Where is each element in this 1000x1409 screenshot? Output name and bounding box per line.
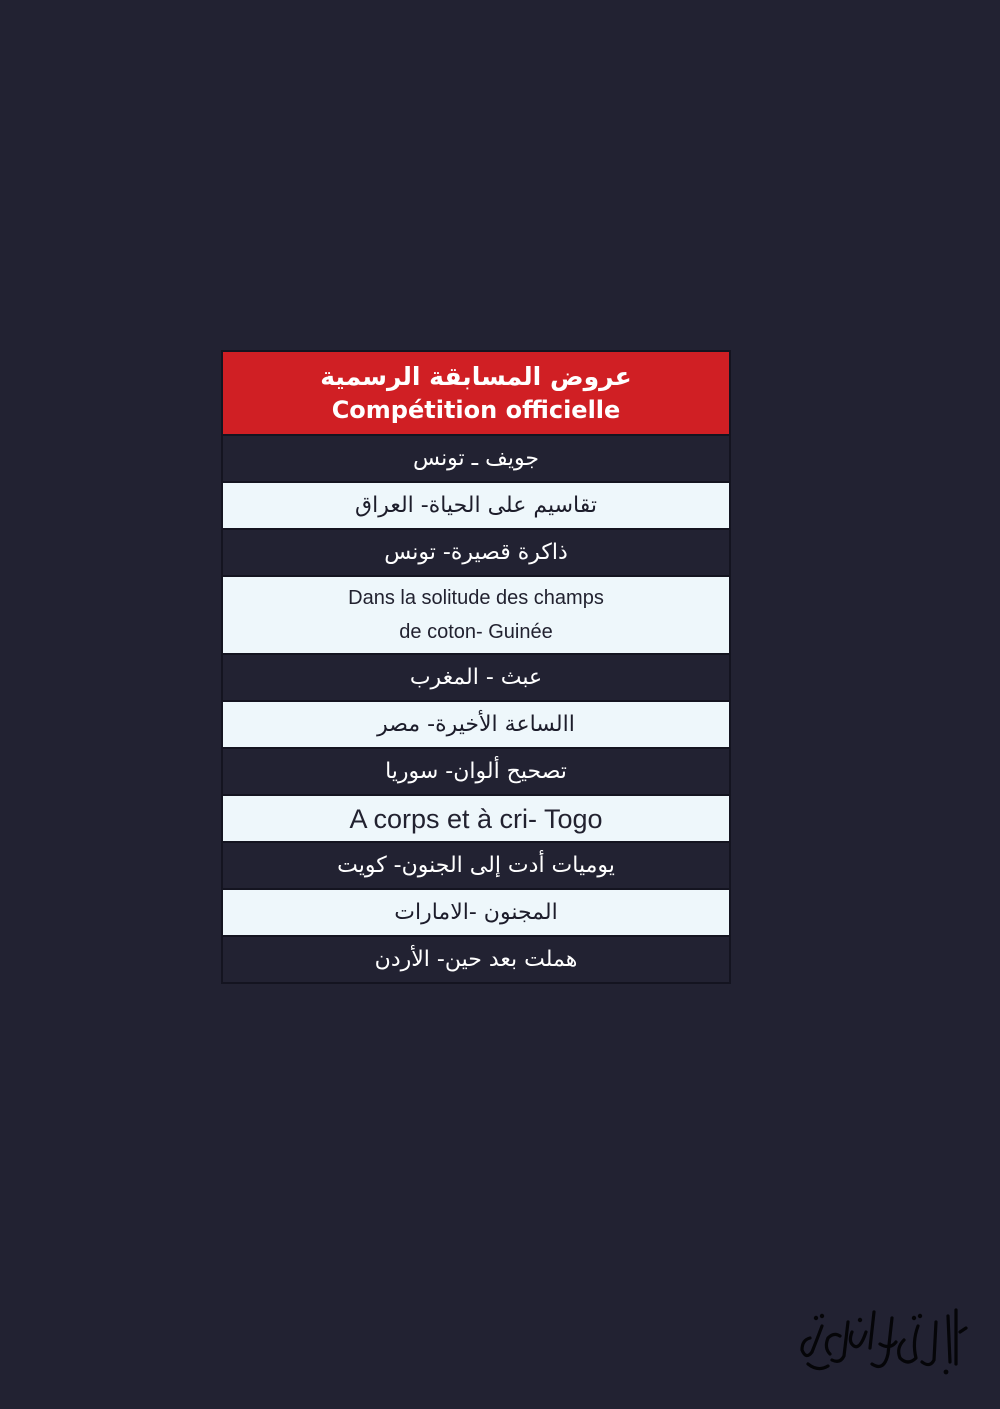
entry-title: االساعة الأخيرة- مصر [377, 711, 575, 737]
table-row [223, 577, 729, 653]
table-header [223, 352, 729, 434]
entry-title: ذاكرة قصيرة- تونس [384, 539, 568, 565]
table-row [223, 937, 729, 982]
entry-title [348, 581, 604, 649]
festival-logo-icon [796, 1302, 968, 1380]
entry-title-line2: de coton- Guinée [399, 621, 553, 643]
table-row [223, 890, 729, 935]
table-row [223, 655, 729, 700]
table-row [223, 749, 729, 794]
entry-title: تقاسيم على الحياة- العراق [355, 492, 597, 518]
entry-title: هملت بعد حين- الأردن [374, 946, 578, 972]
entry-title: المجنون -الامارات [394, 899, 558, 925]
entry-title: عبث - المغرب [409, 664, 543, 690]
table-row [223, 483, 729, 528]
table-row [223, 436, 729, 481]
logo-text: أيام قرطاج المسرحية [877, 1378, 887, 1379]
header-title-ar: عروض المسابقة الرسمية [320, 362, 632, 391]
entry-title: A corps et à cri- Togo [349, 803, 603, 834]
table-row [223, 702, 729, 747]
entry-title: تصحيح ألوان- سوريا [385, 758, 567, 784]
entry-title: جويف ـ تونس [413, 445, 539, 471]
competition-table [221, 350, 731, 984]
table-row [223, 530, 729, 575]
entry-title: يوميات أدت إلى الجنون- كويت [337, 852, 615, 878]
table-row [223, 796, 729, 841]
table-row [223, 843, 729, 888]
entry-title-line1: Dans la solitude des champs [348, 587, 604, 609]
header-title-fr: Compétition officielle [331, 396, 621, 424]
